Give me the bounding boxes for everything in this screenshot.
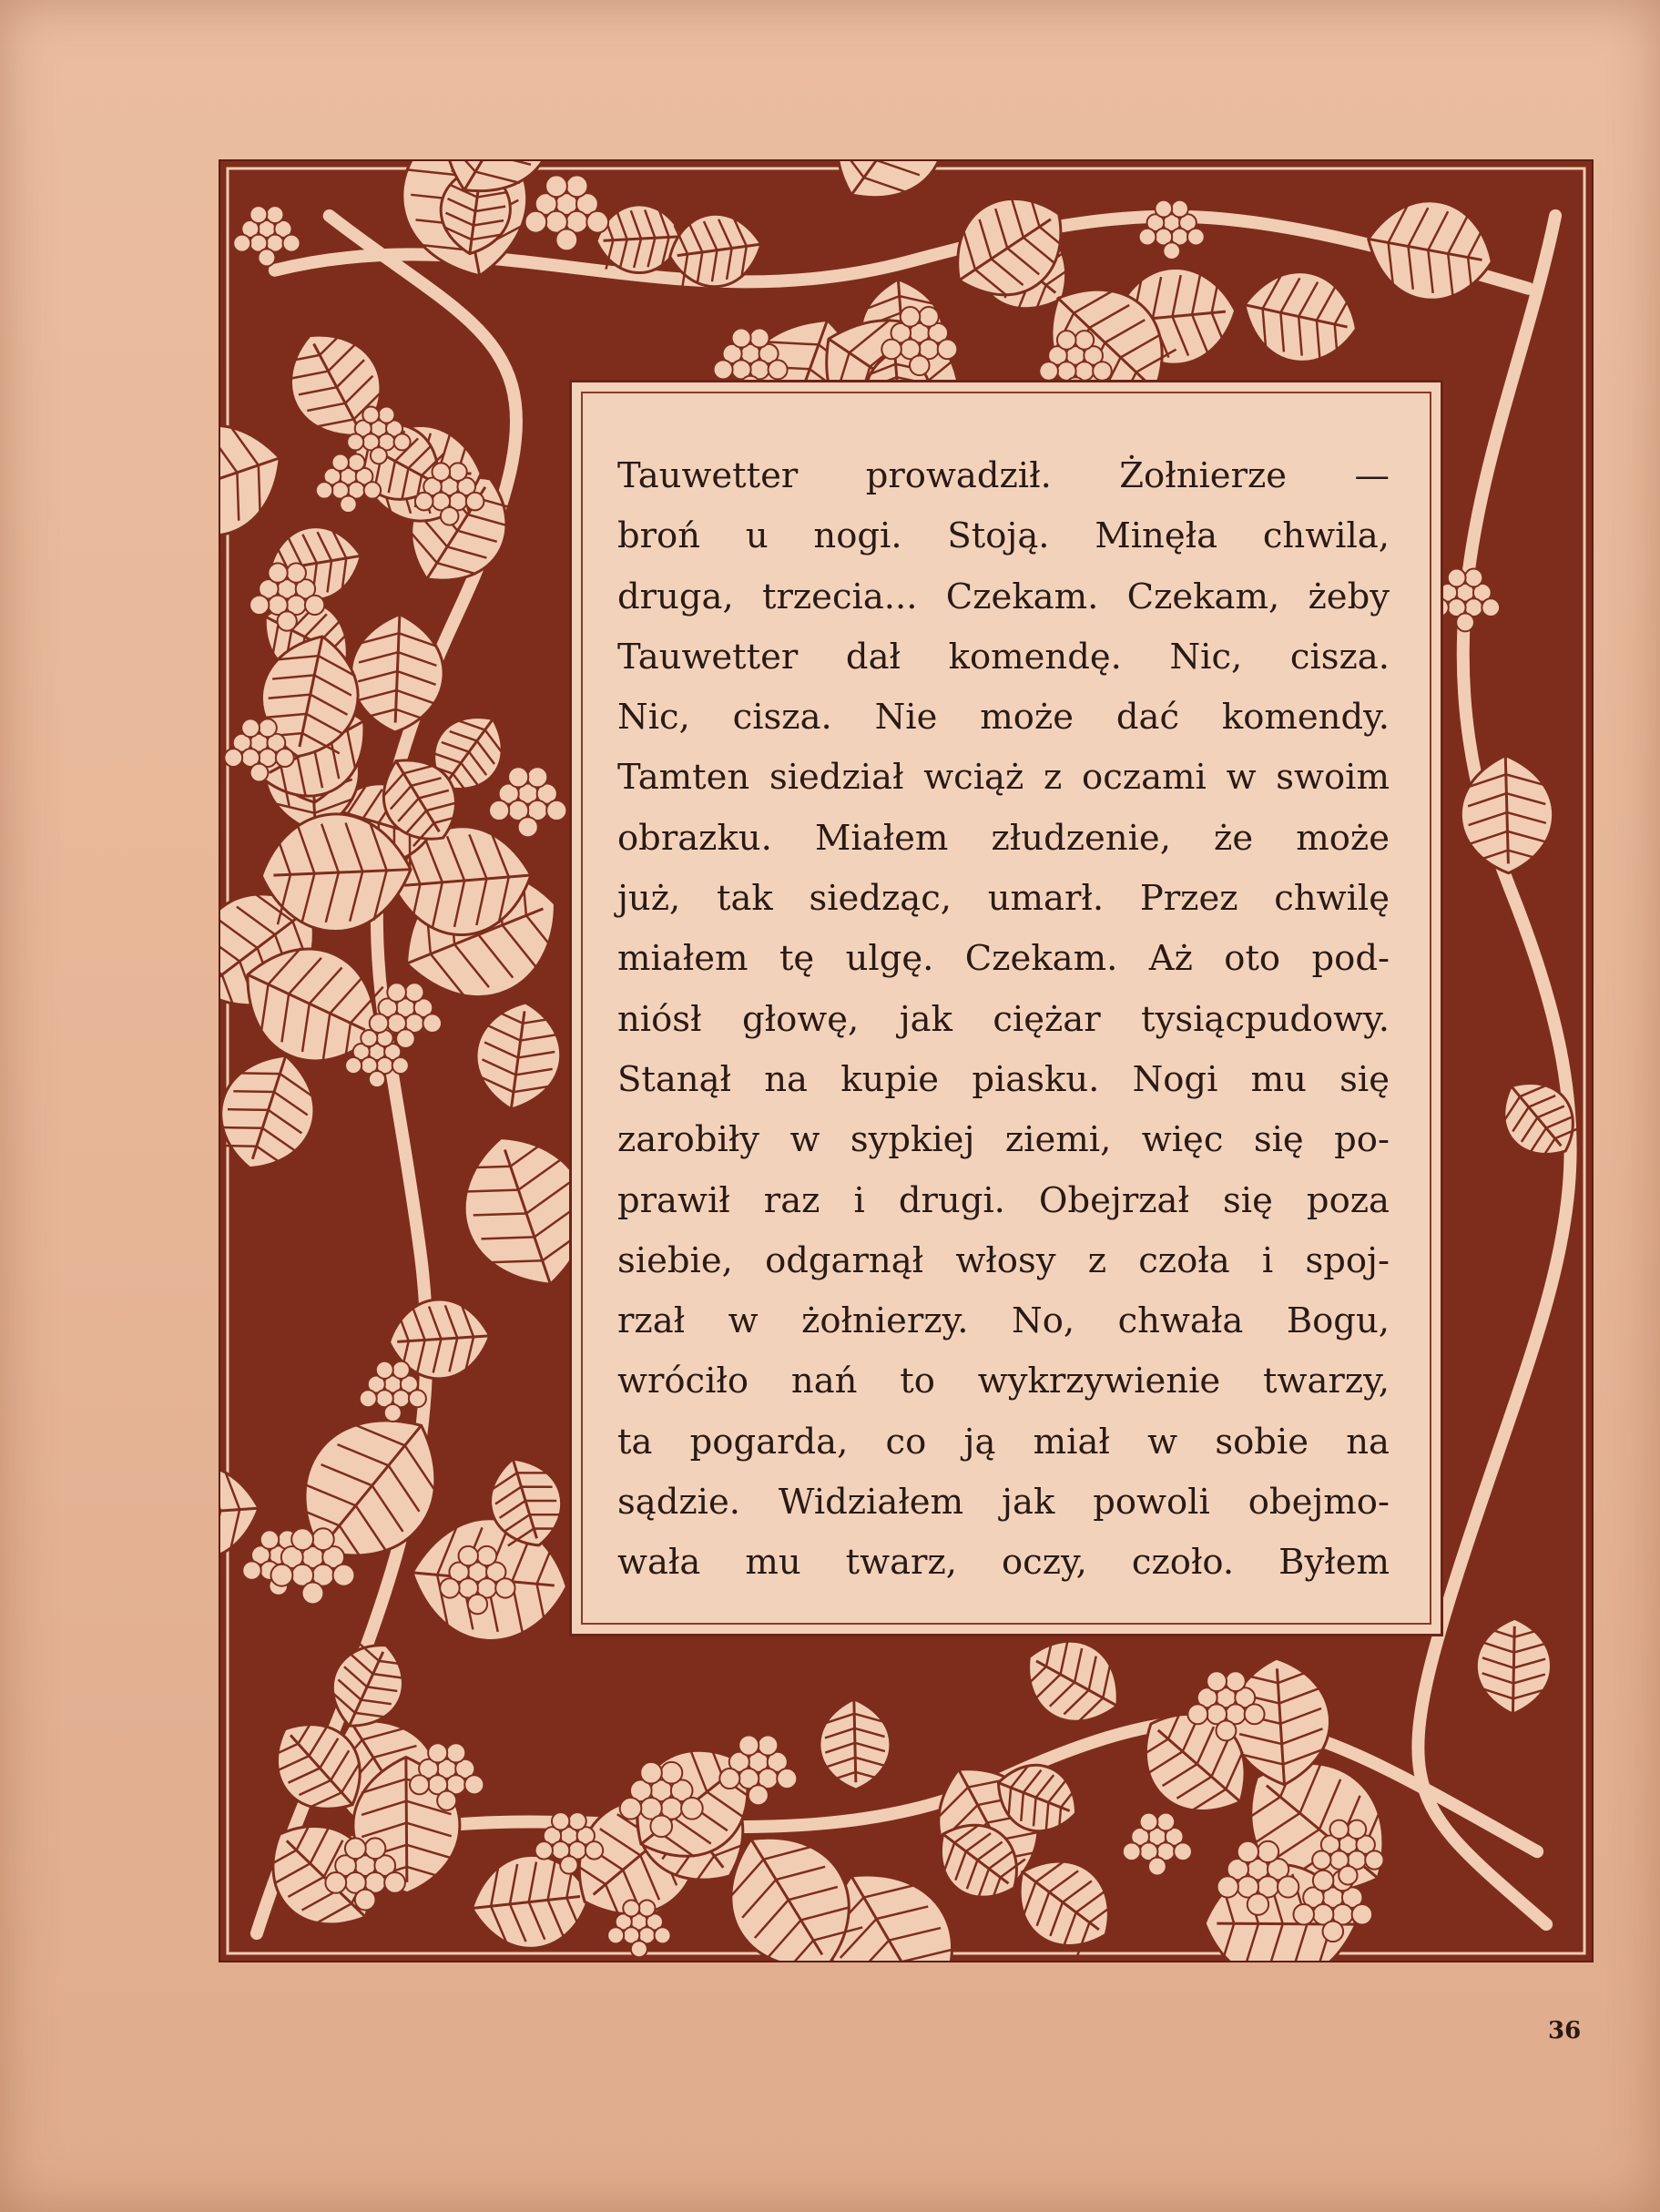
text-line: zarobiły w sypkiej ziemi, więc się po- [617,1119,1390,1161]
text-line: druga, trzecia... Czekam. Czekam, żeby [617,576,1390,617]
leaf-shape [1475,1618,1552,1715]
leaf-shape [349,612,446,734]
text-line: już, tak siedząc, umarł. Przez chwilę [617,878,1390,920]
text-line: siebie, odgarnął włosy z czoła i spoj- [617,1239,1390,1281]
leaf-shape [220,406,298,555]
leaf-shape [810,161,972,225]
leaf-shape [1360,190,1501,310]
body-text [617,446,1390,1594]
leaf-shape [220,1042,330,1183]
leaf-shape [469,997,567,1116]
text-line: Nic, cisza. Nie może dać komendy. [617,697,1390,739]
page-number: 36 [1548,2017,1582,2044]
leaf-shape [1235,261,1365,373]
blackberry-cluster [1123,1813,1192,1876]
blackberry-cluster [1139,200,1205,260]
text-line: miałem tę ulgę. Czekam. Aż oto pod- [617,938,1390,980]
text-line: niósł głowę, jak ciężar tysiącpudowy. [617,998,1390,1040]
text-line: wróciło nań to wykrzywienie twarzy, [617,1361,1390,1402]
text-line: prawił raz i drugi. Obejrzał się poza [617,1179,1390,1221]
text-line: rzał w żołnierzy. No, chwała Bogu, [617,1300,1390,1342]
text-line: Tamten siedział wciąż z oczami w swoim [617,757,1390,799]
text-line: obrazku. Miałem złudzenie, że może [617,817,1390,859]
leaf-shape [819,1698,891,1790]
text-line: wała mu twarz, oczy, czoło. Byłem [617,1542,1390,1584]
text-line: Tauwetter dał komendę. Nic, cisza. [617,636,1390,678]
blackberry-cluster [489,767,566,837]
blackberry-cluster [233,206,300,266]
text-line: Tauwetter prowadził. Żołnierze — [617,455,1390,496]
leaf-shape [1010,1623,1136,1740]
text-line: broń u nogi. Stoją. Minęła chwila, [617,515,1390,557]
leaf-shape [595,202,685,275]
text-line: Stanął na kupie piasku. Nogi mu się [617,1058,1390,1100]
text-line: ta pogarda, co ją miał w sobie na [617,1421,1390,1463]
text-line: sądzie. Widziałem jak powoli obejmo- [617,1482,1390,1524]
